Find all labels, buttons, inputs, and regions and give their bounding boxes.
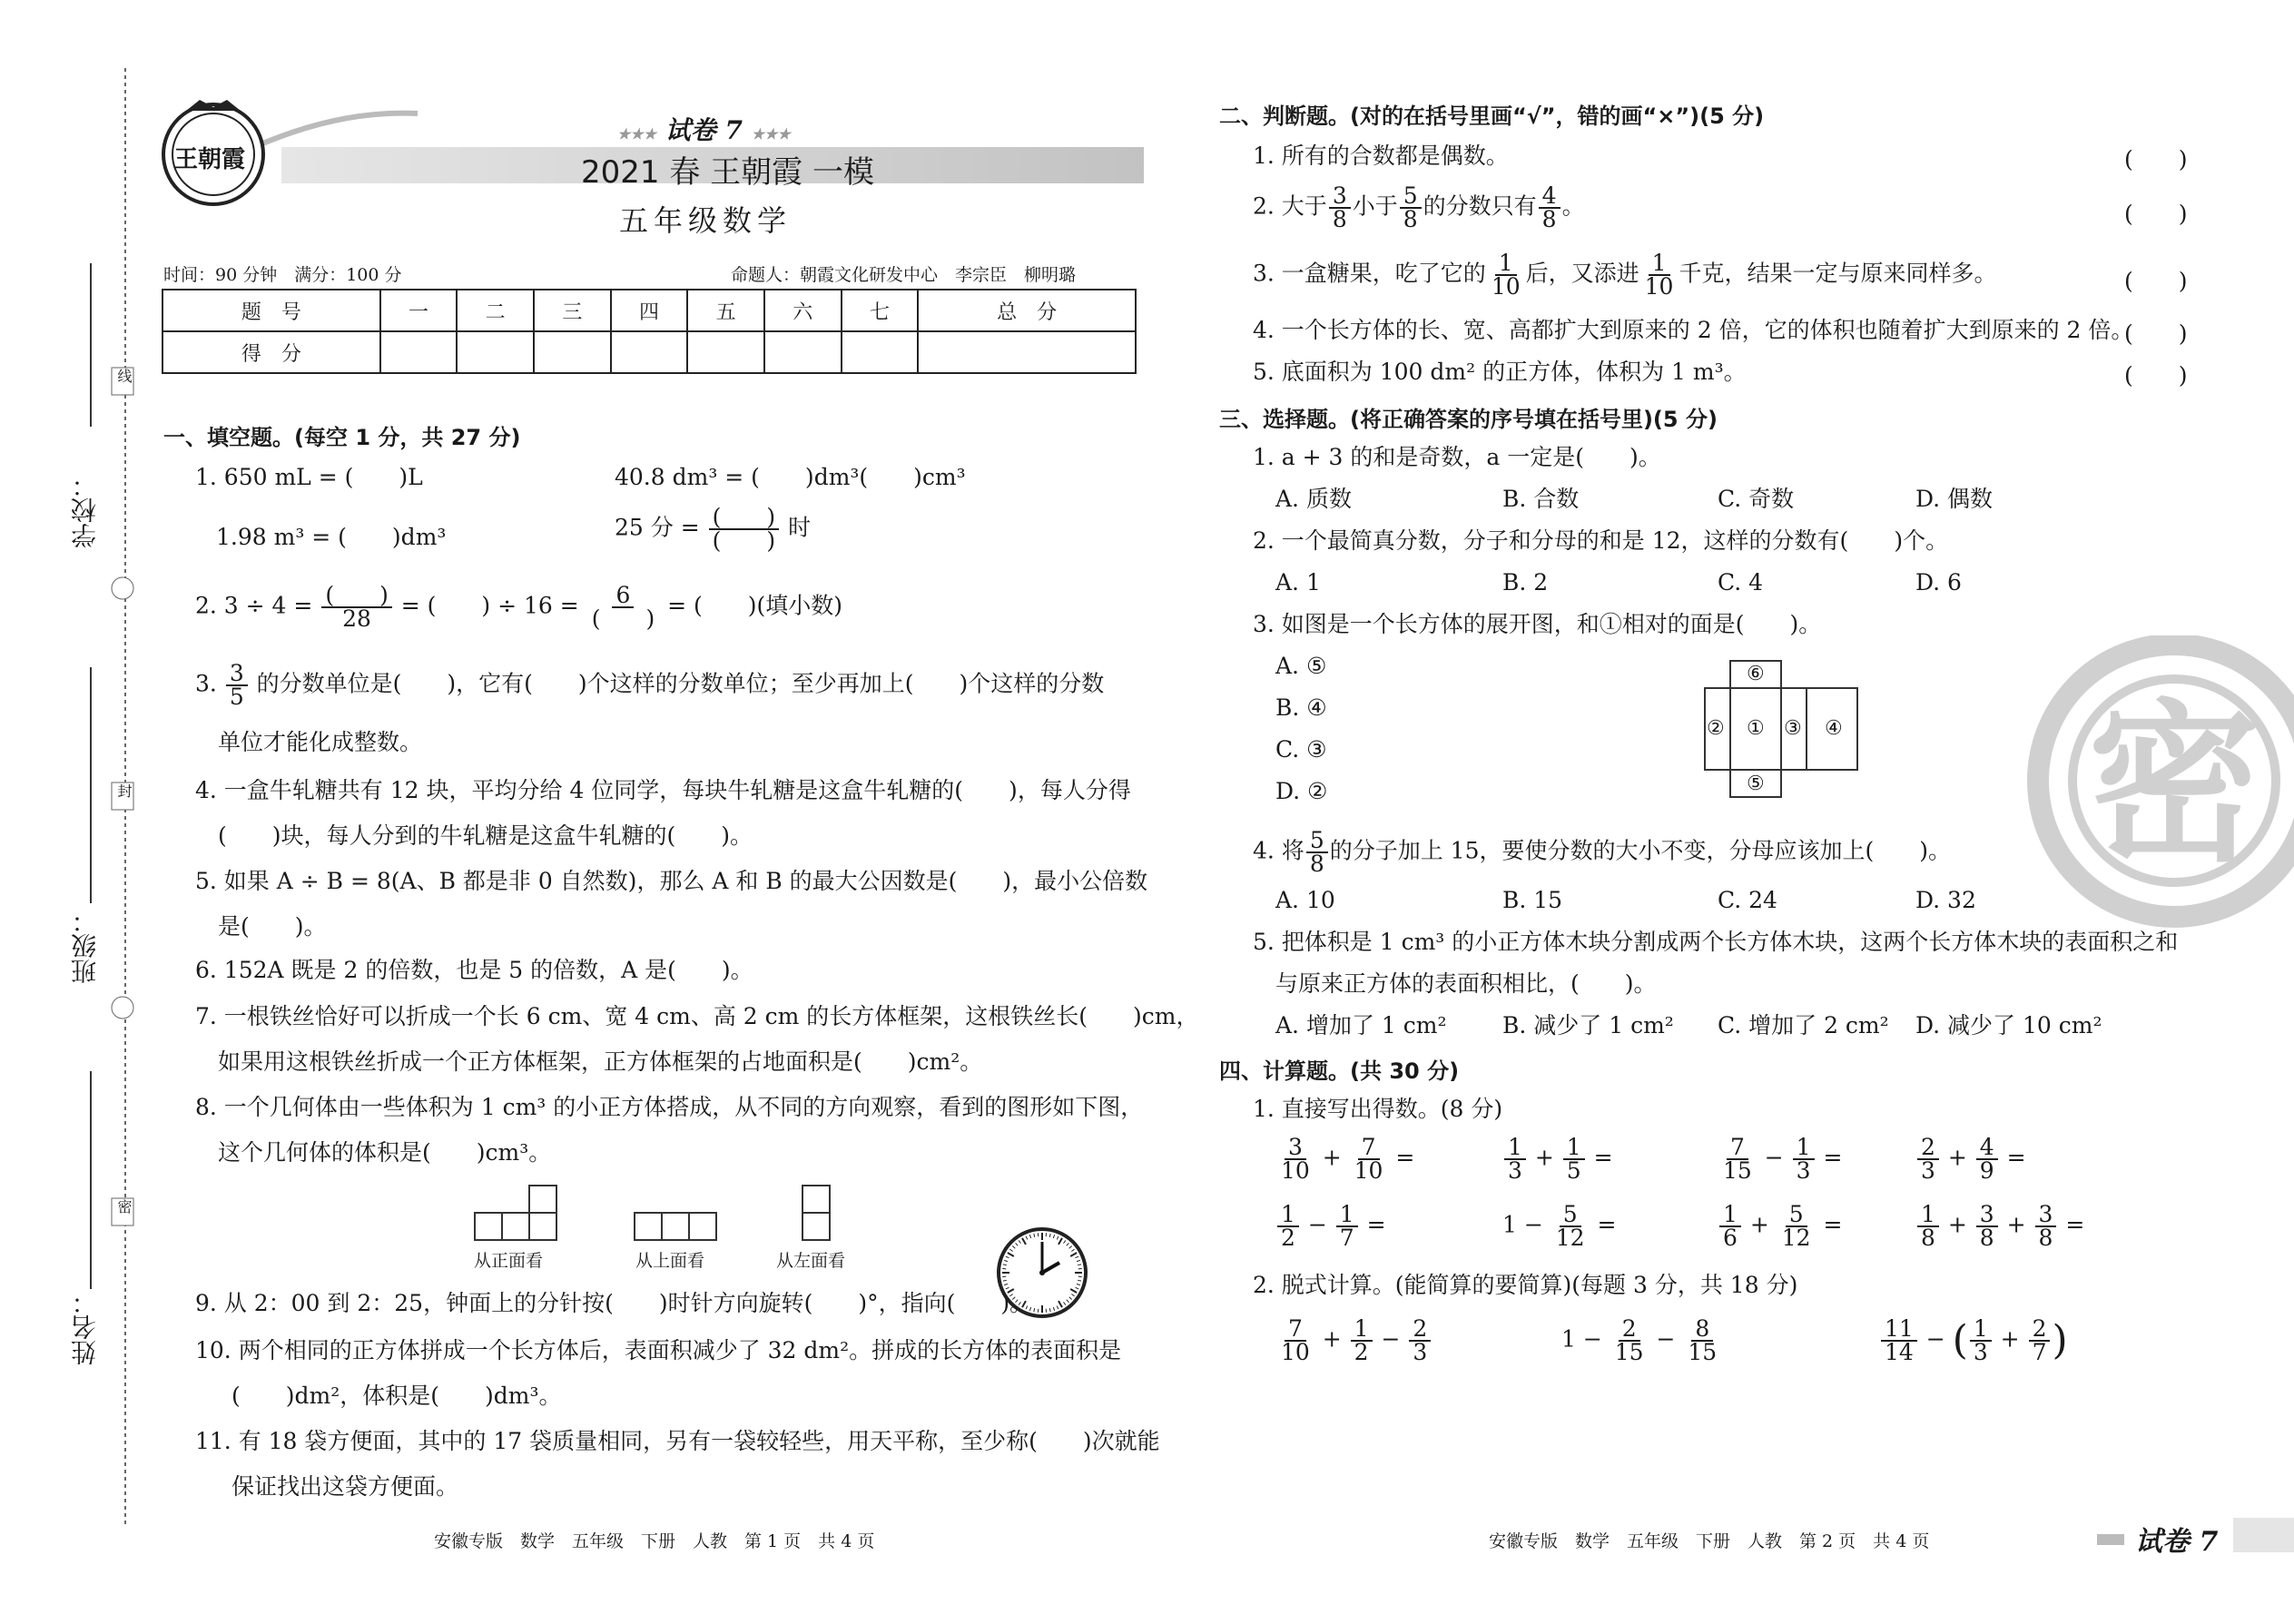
- secret-watermark-icon: [2024, 635, 2294, 935]
- denominator: 3: [1921, 1157, 1935, 1184]
- score-table: [162, 289, 1137, 374]
- denominator: 15: [1688, 1339, 1718, 1365]
- s1-q11b[interactable]: 保证找出这袋方便面。: [231, 1473, 459, 1500]
- numerator: 1: [1351, 1318, 1373, 1342]
- cell: 七: [842, 290, 919, 331]
- denominator: 10: [1644, 273, 1674, 300]
- answer-bracket[interactable]: ( ): [2124, 320, 2188, 347]
- fraction: [321, 582, 392, 632]
- score-input[interactable]: [457, 331, 534, 373]
- numerator: 3: [2035, 1204, 2057, 1227]
- option[interactable]: D. ②: [1275, 778, 1328, 804]
- numerator: 11: [1881, 1318, 1917, 1342]
- denominator: 28: [342, 605, 371, 632]
- option[interactable]: B. 2: [1502, 569, 1549, 595]
- text: 3.: [195, 670, 217, 697]
- net-face-2: ②: [1707, 717, 1725, 740]
- denominator: 6: [1723, 1225, 1738, 1251]
- denominator: 7: [1339, 1225, 1354, 1251]
- calc-4[interactable]: $\frac{2}{3}$ + $\frac{4}{9}$ =: [1915, 1137, 2026, 1182]
- numerator: 2: [2029, 1318, 2051, 1342]
- calc-8[interactable]: $\frac{1}{8}$ + $\frac{3}{8}$ + $\frac{3}{8}$ =: [1915, 1204, 2084, 1249]
- denominator: 7: [2032, 1339, 2047, 1365]
- numerator: 7: [1285, 1318, 1306, 1342]
- text: 4. 将: [1253, 837, 1305, 864]
- fraction: [1277, 1134, 1314, 1184]
- option[interactable]: C. 增加了 2 cm²: [1718, 1012, 1889, 1038]
- option[interactable]: B. 减少了 1 cm²: [1502, 1012, 1674, 1038]
- denominator: 8: [1541, 206, 1557, 232]
- s2-q2: [1253, 182, 1585, 232]
- view-top-label: 从上面看: [635, 1251, 705, 1271]
- numerator: 3: [226, 663, 248, 686]
- fraction: [588, 582, 659, 632]
- fraction: [2035, 1201, 2057, 1251]
- cell: 四: [611, 290, 688, 331]
- fraction: [1917, 1134, 1939, 1184]
- calc-2[interactable]: $\frac{1}{3}$ + $\frac{1}{5}$ =: [1502, 1137, 1613, 1182]
- answer-bracket[interactable]: ( ): [2124, 146, 2188, 172]
- exam-authors: 命题人：朝霞文化研发中心 李宗臣 柳明璐: [731, 265, 1077, 285]
- denominator: 12: [1781, 1225, 1811, 1251]
- s1-q4a[interactable]: 4. 一盒牛轧糖共有 12 块，平均分给 4 位同学，每块牛轧糖是这盒牛轧糖的( )，每人分得: [195, 777, 1131, 803]
- denominator: 5: [229, 684, 244, 710]
- s1-q10a[interactable]: 10. 两个相同的正方体拼成一个长方体后，表面积减少了 32 dm²。拼成的长方体的表面积是: [195, 1337, 1122, 1363]
- s2-q4: 4. 一个长方体的长、宽、高都扩大到原来的 2 倍，它的体积也随着扩大到原来的 2 倍。: [1253, 317, 2134, 343]
- numerator: 3: [1285, 1137, 1306, 1160]
- text: 。: [1561, 192, 1585, 220]
- denominator: 8: [1332, 206, 1347, 232]
- star-icon: ★★★: [751, 125, 791, 143]
- numerator: 3: [1329, 185, 1351, 209]
- view-front-figure: [474, 1180, 565, 1244]
- stepcalc-2[interactable]: 1 − $\frac{2}{15}$ − $\frac{8}{15}$: [1561, 1318, 1722, 1363]
- text: 2. 大于: [1253, 192, 1327, 220]
- s1-q7b[interactable]: 如果用这根铁丝折成一个正方体框架，正方体框架的占地面积是( )cm²。: [218, 1048, 983, 1075]
- option[interactable]: D. 减少了 10 cm²: [1915, 1012, 2102, 1038]
- denominator: 10: [1281, 1157, 1310, 1184]
- option[interactable]: A. 10: [1275, 887, 1335, 913]
- s1-q5a[interactable]: 5. 如果 A ÷ B = 8(A、B 都是非 0 自然数)，那么 A 和 B 的最大公因数是( )，最小公倍数: [195, 868, 1148, 894]
- view-top-figure: [634, 1180, 724, 1244]
- s3-q5b[interactable]: 与原来正方体的表面积相比，( )。: [1275, 970, 1657, 997]
- denominator: 9: [1979, 1157, 1994, 1184]
- section1-title: 一、填空题。(每空 1 分，共 27 分): [163, 425, 521, 450]
- fraction: [1400, 182, 1422, 232]
- seal-secret-label: 密: [115, 1199, 133, 1214]
- stepcalc-1[interactable]: $\frac{7}{10}$ + $\frac{1}{2}$ − $\frac{2}{3}$: [1275, 1318, 1433, 1363]
- answer-bracket[interactable]: ( ): [2124, 201, 2188, 227]
- denominator: 8: [1979, 1225, 1994, 1251]
- seal-seal-label: 封: [115, 783, 133, 798]
- name-label[interactable]: 姓名：: [70, 1289, 100, 1365]
- score-header-row: [162, 290, 1136, 331]
- denominator: 5: [1566, 1157, 1581, 1184]
- text: 的分子加上 15，要使分数的大小不变，分母应该加上( )。: [1329, 837, 1951, 864]
- score-input[interactable]: [611, 331, 688, 373]
- corner-decoration: [2097, 1534, 2124, 1545]
- corner-band: [2233, 1518, 2294, 1552]
- fraction: [1917, 1201, 1939, 1251]
- numerator: ( ): [709, 507, 780, 530]
- s1-q1a[interactable]: 1. 650 mL = ( )L: [195, 464, 423, 490]
- s1-q3b: 单位才能化成整数。: [218, 729, 423, 755]
- subject-title: 五年级数学: [619, 203, 793, 238]
- s1-q8a[interactable]: 8. 一个几何体由一些体积为 1 cm³ 的小正方体搭成，从不同的方向观察，看到的图形如下图，: [195, 1094, 1144, 1120]
- calc-6[interactable]: 1 − $\frac{5}{12}$ =: [1502, 1201, 1617, 1251]
- text: 2. 3 ÷ 4 =: [195, 592, 313, 619]
- text: 25 分 =: [615, 514, 700, 541]
- denominator: 2: [1354, 1339, 1369, 1365]
- numerator: 1: [1277, 1204, 1299, 1227]
- fraction: [1351, 1134, 1387, 1184]
- s1-q11a[interactable]: 11. 有 18 袋方便面，其中的 17 袋质量相同，另有一袋较轻些，用天平称，至少称( )次就能: [195, 1428, 1160, 1454]
- fraction: [1976, 1134, 1998, 1184]
- school-label[interactable]: 学校：: [70, 472, 100, 548]
- score-input[interactable]: [764, 331, 842, 373]
- fraction: [1970, 1315, 1992, 1365]
- option[interactable]: C. 24: [1718, 887, 1777, 913]
- svg-text:密: 密: [2088, 684, 2261, 885]
- numerator: 2: [1409, 1318, 1431, 1342]
- fraction: [1976, 1201, 1998, 1251]
- fraction: [1719, 1201, 1741, 1251]
- score-value-row: [162, 331, 1136, 373]
- numerator: 4: [1539, 185, 1561, 209]
- cell: 得 分: [162, 331, 380, 373]
- s3-q3[interactable]: 3. 如图是一个长方体的展开图，和①相对的面是( )。: [1253, 611, 1822, 637]
- denominator: 8: [1921, 1225, 1935, 1251]
- denominator: 3: [1413, 1339, 1428, 1365]
- net-face-4: ④: [1825, 717, 1843, 740]
- s1-q3a[interactable]: [195, 660, 1105, 710]
- numerator: 1: [1793, 1137, 1815, 1160]
- clock-center: [1039, 1270, 1045, 1275]
- star-icon: ★★★: [617, 125, 657, 143]
- fraction: [1488, 252, 1524, 298]
- s2-q5: 5. 底面积为 100 dm² 的正方体，体积为 1 m³。: [1253, 359, 1747, 385]
- page-tag: 试卷 7: [2135, 1526, 2219, 1558]
- option[interactable]: C. 奇数: [1718, 486, 1795, 512]
- footer-left: 安徽专版 数学 五年级 下册 人教 第 1 页 共 4 页: [434, 1531, 875, 1551]
- seal-line-label: 线: [115, 369, 133, 383]
- option[interactable]: B. 15: [1502, 887, 1563, 913]
- fraction: [1684, 1315, 1720, 1365]
- numerator: 3: [1976, 1204, 1998, 1227]
- exam-title: 2021 春 王朝霞 一模: [581, 154, 874, 191]
- fraction: [1351, 1315, 1373, 1365]
- denominator: 8: [1309, 851, 1324, 877]
- series-text: 试卷 7: [665, 115, 743, 145]
- fraction: [1641, 252, 1678, 298]
- numerator: 7: [1727, 1137, 1748, 1160]
- s1-q10b[interactable]: ( )dm²，体积是( )dm³。: [231, 1383, 562, 1409]
- option[interactable]: A. ⑤: [1275, 653, 1327, 679]
- s4-sub2: 2. 脱式计算。(能简算的要简算)(每题 3 分，共 18 分): [1253, 1272, 1798, 1298]
- denominator: 15: [1614, 1339, 1644, 1365]
- fraction: [1539, 182, 1561, 232]
- numerator: 1: [1504, 1137, 1526, 1160]
- numerator: 5: [1786, 1204, 1807, 1227]
- net-face-3: ③: [1784, 717, 1802, 740]
- section3-title: 三、选择题。(将正确答案的序号填在括号里)(5 分): [1219, 407, 1718, 432]
- denominator: ( ): [712, 527, 776, 554]
- footer-right: 安徽专版 数学 五年级 下册 人教 第 2 页 共 4 页: [1489, 1531, 1930, 1551]
- numerator: 1: [1719, 1204, 1741, 1227]
- numerator: 7: [1358, 1137, 1380, 1160]
- option[interactable]: A. 增加了 1 cm²: [1275, 1012, 1447, 1038]
- option[interactable]: B. ④: [1275, 694, 1327, 721]
- fraction: [1504, 1134, 1526, 1184]
- class-label[interactable]: 班级：: [70, 908, 100, 984]
- s2-q1: 1. 所有的合数都是偶数。: [1253, 143, 1509, 169]
- denominator: 3: [1796, 1157, 1811, 1184]
- s1-q2[interactable]: [195, 582, 843, 632]
- calc-5[interactable]: $\frac{1}{2}$ − $\frac{1}{7}$ =: [1275, 1204, 1386, 1249]
- denominator: 2: [1281, 1225, 1295, 1251]
- net-face-1: ①: [1747, 717, 1765, 740]
- s2-q3: [1253, 252, 1996, 298]
- s1-q9[interactable]: 9. 从 2：00 到 2：25，钟面上的分针按( )时针方向旋转( )°，指向( )。: [195, 1290, 1033, 1316]
- denominator: 14: [1885, 1339, 1914, 1365]
- text: 后，又添进: [1525, 260, 1639, 287]
- s4-sub1: 1. 直接写出得数。(8 分): [1253, 1096, 1503, 1122]
- fraction: [1306, 827, 1328, 877]
- text: 的分数单位是( )，它有( )个这样的分数单位；至少再加上( )个这样的分数: [256, 670, 1105, 697]
- numerator: 5: [1306, 830, 1328, 853]
- calc-7[interactable]: $\frac{1}{6}$ + $\frac{5}{12}$ =: [1718, 1204, 1842, 1249]
- denominator: 10: [1491, 273, 1521, 300]
- fraction: [1552, 1201, 1589, 1251]
- fraction: [2029, 1315, 2051, 1365]
- cell: 题 号: [162, 290, 380, 331]
- option[interactable]: D. 偶数: [1915, 486, 1994, 512]
- numerator: 4: [1976, 1137, 1998, 1160]
- denominator: 3: [1973, 1339, 1988, 1365]
- logo-text: 王朝霞: [174, 146, 246, 173]
- fraction: [1778, 1201, 1815, 1251]
- view-left-label: 从左面看: [776, 1251, 846, 1271]
- denominator: 8: [2038, 1225, 2053, 1251]
- score-input[interactable]: [842, 331, 919, 373]
- fraction: [226, 660, 248, 710]
- text: 小于: [1352, 192, 1398, 220]
- s1-q1c[interactable]: 1.98 m³ = ( )dm³: [216, 524, 447, 550]
- text: 千克，结果一定与原来同样多。: [1679, 260, 1997, 287]
- s3-q5a[interactable]: 5. 把体积是 1 cm³ 的小正方体木块分割成两个长方体木块，这两个长方体木块的表面积之和: [1253, 929, 2179, 955]
- numerator: 1: [1495, 252, 1517, 276]
- text: 3. 一盒糖果，吃了它的: [1253, 260, 1486, 287]
- text: 时: [788, 514, 812, 541]
- fraction: [1563, 1134, 1585, 1184]
- numerator: 6: [612, 585, 634, 608]
- answer-bracket[interactable]: ( ): [2124, 268, 2188, 294]
- fraction: [709, 504, 780, 554]
- numerator: 1: [1336, 1204, 1358, 1227]
- option[interactable]: B. 合数: [1502, 486, 1580, 512]
- section4-title: 四、计算题。(共 30 分): [1219, 1058, 1460, 1084]
- series-label: [617, 111, 791, 147]
- section2-title: 二、判断题。(对的在括号里画“√”，错的画“×”)(5 分): [1219, 103, 1765, 129]
- calc-1[interactable]: $\frac{3}{10}$ + $\frac{7}{10}$ =: [1275, 1137, 1414, 1182]
- s1-q4b[interactable]: ( )块，每人分到的牛轧糖是这盒牛轧糖的( )。: [218, 822, 753, 849]
- option[interactable]: D. 6: [1915, 569, 1962, 595]
- numerator: 5: [1560, 1204, 1581, 1227]
- numerator: 5: [1400, 185, 1422, 209]
- denominator: 12: [1555, 1225, 1585, 1251]
- s1-q7a[interactable]: 7. 一根铁丝恰好可以折成一个长 6 cm、宽 4 cm、高 2 cm 的长方体框架，这根铁丝长( )cm，: [195, 1003, 1199, 1029]
- denominator: 10: [1281, 1339, 1310, 1365]
- option[interactable]: A. 1: [1275, 569, 1321, 595]
- view-front-label: 从正面看: [474, 1251, 544, 1271]
- s1-q8b[interactable]: 这个几何体的体积是( )cm³。: [218, 1139, 552, 1166]
- fraction: [1409, 1315, 1431, 1365]
- net-face-6: ⑥: [1747, 663, 1765, 685]
- option[interactable]: D. 32: [1915, 887, 1976, 913]
- text: = ( )(填小数): [667, 592, 843, 619]
- fraction: [1719, 1134, 1756, 1184]
- numerator: 1: [1649, 252, 1670, 276]
- s3-q1[interactable]: 1. a + 3 的和是奇数，a 一定是( )。: [1253, 444, 1661, 470]
- score-input[interactable]: [380, 331, 458, 373]
- fraction: [1277, 1201, 1299, 1251]
- cell: 二: [457, 290, 534, 331]
- score-input[interactable]: [687, 331, 764, 373]
- text: = ( ) ÷ 16 =: [400, 592, 579, 619]
- cell: 六: [764, 290, 842, 331]
- numerator: 1: [1917, 1204, 1939, 1227]
- answer-bracket[interactable]: ( ): [2124, 362, 2188, 389]
- numerator: 2: [1619, 1318, 1640, 1342]
- cell: 一: [380, 290, 458, 331]
- stepcalc-3[interactable]: $\frac{11}{14}$ − ( $\frac{1}{3}$ + $\frac{2}{7}$ ): [1879, 1318, 2068, 1363]
- fraction: [1793, 1134, 1815, 1184]
- fraction: [1881, 1315, 1917, 1365]
- s1-q1d[interactable]: [615, 504, 812, 554]
- option[interactable]: A. 质数: [1275, 486, 1352, 512]
- cell: 总 分: [918, 290, 1136, 331]
- score-input[interactable]: [534, 331, 611, 373]
- fraction: [1611, 1315, 1648, 1365]
- numerator: ( ): [321, 585, 392, 608]
- s1-q6[interactable]: 6. 152A 既是 2 的倍数，也是 5 的倍数，A 是( )。: [195, 957, 753, 983]
- s1-q5b[interactable]: 是( )。: [218, 913, 327, 940]
- text: 的分数只有: [1423, 192, 1537, 220]
- denominator: 10: [1354, 1157, 1383, 1184]
- option[interactable]: C. ③: [1275, 736, 1327, 763]
- denominator: 8: [1403, 206, 1418, 232]
- numerator: 1: [1970, 1318, 1992, 1342]
- numerator: 8: [1691, 1318, 1713, 1342]
- cell: 三: [534, 290, 611, 331]
- cell: 五: [687, 290, 764, 331]
- numerator: 2: [1917, 1137, 1939, 1160]
- exam-time: 时间：90 分钟 满分：100 分: [163, 265, 402, 285]
- calc-3[interactable]: $\frac{7}{15}$ − $\frac{1}{3}$ =: [1718, 1137, 1842, 1182]
- fraction: [1277, 1315, 1314, 1365]
- s1-q1b[interactable]: 40.8 dm³ = ( )dm³( )cm³: [615, 464, 966, 490]
- s3-q4[interactable]: [1253, 827, 1951, 877]
- view-left-figure: [799, 1180, 835, 1244]
- option[interactable]: C. 4: [1718, 569, 1764, 595]
- binding-strip: [0, 0, 136, 1624]
- net-face-5: ⑤: [1747, 773, 1765, 795]
- denominator: 3: [1508, 1157, 1522, 1184]
- fraction: [1336, 1201, 1358, 1251]
- numerator: 1: [1563, 1137, 1585, 1160]
- s3-q2[interactable]: 2. 一个最简真分数，分子和分母的和是 12，这样的分数有( )个。: [1253, 527, 1949, 554]
- denominator: ( ): [591, 605, 655, 632]
- denominator: 15: [1723, 1157, 1752, 1184]
- score-input[interactable]: [918, 331, 1136, 373]
- fraction: [1329, 182, 1351, 232]
